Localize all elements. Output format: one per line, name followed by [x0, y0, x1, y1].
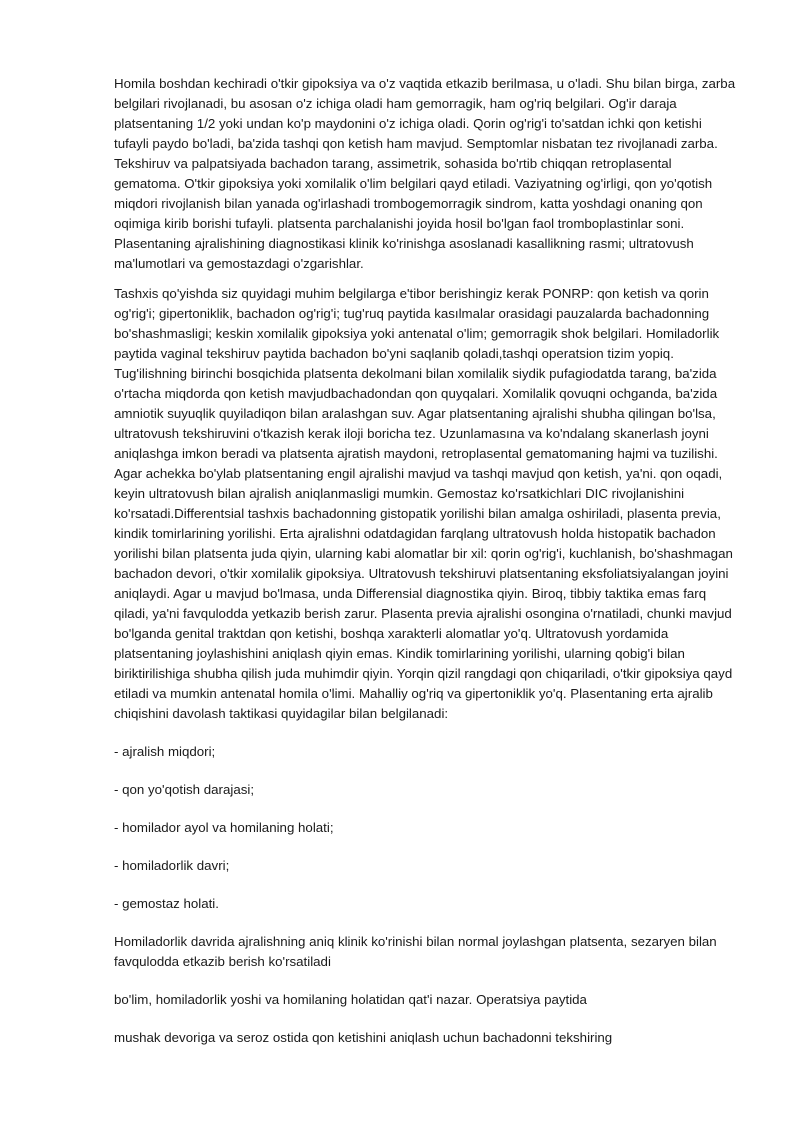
- paragraph-placental-abruption-symptoms: Homila boshdan kechiradi o'tkir gipoksiya va o'z vaqtida etkazib berilmasa, u o'ladi. Shu bilan birga, zarba belgilari rivojlanadi, bu asosan o'z ichiga oladi ham gemorragik, ham og'riq belgilari. Og'ir daraja platsentaning 1/2 yoki undan ko'p maydonini o'z ichiga oladi. Qorin og'rig'i to'satdan ichki qon ketishi tufayli paydo bo'ladi, ba'zida tashqi qon ketish ham mavjud. Semptomlar nisbatan tez rivojlanadi zarba. Tekshiruv va palpatsiyada bachadon tarang, assimetrik, sohasida bo'rtib chiqqan retroplasental gematoma. O'tkir gipoksiya yoki xomilalik o'lim belgilari qayd etiladi. Vaziyatning og'irligi, qon yo'qotish miqdori rivojlanish bilan yanada og'irlashadi trombogemorragik sindrom, katta yoshdagi onaning qon oqimiga kirib borishi tufayli. platsenta parchalanishi joyida hosil bo'lgan faol tromboplastinlar soni. Plasentaning ajralishining diagnostikasi klinik ko'rinishga asoslanadi kasallikning rasmi; ultratovush ma'lumotlari va gemostazdagi o'zgarishlar.: [114, 76, 736, 271]
- paragraph-diagnosis: Tashxis qo'yishda siz quyidagi muhim belgilarga e'tibor berishingiz kerak PONRP: qon ketish va qorin og'rig'i; gipertoniklik, bachadon og'rig'i; tug'ruq paytida kasılmalar orasidagi pauzalarda bachadonning bo'shashmasligi; keskin xomilalik gipoksiya yoki antenatal o'lim; gemorragik shok belgilari. Homiladorlik paytida vaginal tekshiruv paytida bachadon bo'yni saqlanib qoladi,tashqi operatsion tizim yopiq. Tug'ilishning birinchi bosqichida platsenta dekolmani bilan xomilalik siydik pufagiodatda tarang, ba'zida o'rtacha miqdorda qon ketish mavjudbachadondan qon quyqalari. Xomilalik qovuqni ochganda, ba'zida amniotik suyuqlik quyiladiqon bilan aralashgan suv. Agar platsentaning ajralishi shubha qilingan bo'lsa, ultratovush tekshiruvini o'tkazish kerak iloji boricha tez. Uzunlamasına va ko'ndalang skanerlash joyni aniqlashga imkon beradi va platsenta ajratish maydoni, retroplasental gematomaning hajmi va tuzilishi. Agar achekka bo'ylab platsentaning engil ajralishi mavjud va tashqi mavjud qon ketish, ya'ni. qon oqadi, keyin ultratovush bilan ajralish aniqlanmasligi mumkin. Gemostaz ko'rsatkichlari DIC rivojlanishini ko'rsatadi.Differentsial tashxis bachadonning gistopatik yorilishi bilan amalga oshiriladi, plasenta previa, kindik tomirlarining yorilishi. Erta ajralishni odatdagidan farqlang ultratovush holda histopatik bachadon yorilishi bilan platsenta juda qiyin, ularning kabi alomatlar bir xil: qorin og'rig'i, kuchlanish, bo'shashmagan bachadon devori, o'tkir xomilalik gipoksiya. Ultratovush tekshiruvi platsentaning eksfoliatsiyalangan joyini aniqlaydi. Agar u mavjud bo'lmasa, unda Differensial diagnostika qiyin. Biroq, tibbiy taktika emas farq qiladi, ya'ni favqulodda yetkazib berish zarur. Plasenta previa ajralishi osongina o'rnatiladi, chunki mavjud bo'lganda genital traktdan qon ketishi, boshqa xarakterli alomatlar yo'q. Ultratovush yordamida platsentaning joylashishini aniqlash qiyin emas. Kindik tomirlarining yorilishi, ularning qobig'i bilan biriktirilishiga shubha qilish juda muhimdir qiyin. Yorqin qizil rangdagi qon chiqariladi, o'tkir gipoksiya qayd etiladi va mumkin antenatal homila o'limi. Mahalliy og'riq va gipertoniklik yo'q. Plasentaning erta ajralib chiqishini davolash taktikasi quyidagilar bilan belgilanadi:: [114, 286, 733, 721]
- list-item: - homiladorlik davri;: [114, 858, 230, 873]
- treatment-factors-list: [114, 742, 736, 914]
- paragraph-closing-1: Homiladorlik davrida ajralishning aniq klinik ko'rinishi bilan normal joylashgan platsenta, sezaryen bilan favqulodda etkazib berish ko'rsatiladi: [114, 934, 717, 969]
- list-item: - qon yo'qotish darajasi;: [114, 782, 255, 797]
- paragraph-closing-2: bo'lim, homiladorlik yoshi va homilaning holatidan qat'i nazar. Operatsiya paytida: [114, 992, 587, 1007]
- list-item: - gemostaz holati.: [114, 896, 219, 911]
- document-page: [114, 74, 736, 1048]
- list-item: - ajralish miqdori;: [114, 744, 216, 759]
- list-item: - homilador ayol va homilaning holati;: [114, 820, 334, 835]
- paragraph-closing-3: mushak devoriga va seroz ostida qon ketishini aniqlash uchun bachadonni tekshiring: [114, 1030, 613, 1045]
